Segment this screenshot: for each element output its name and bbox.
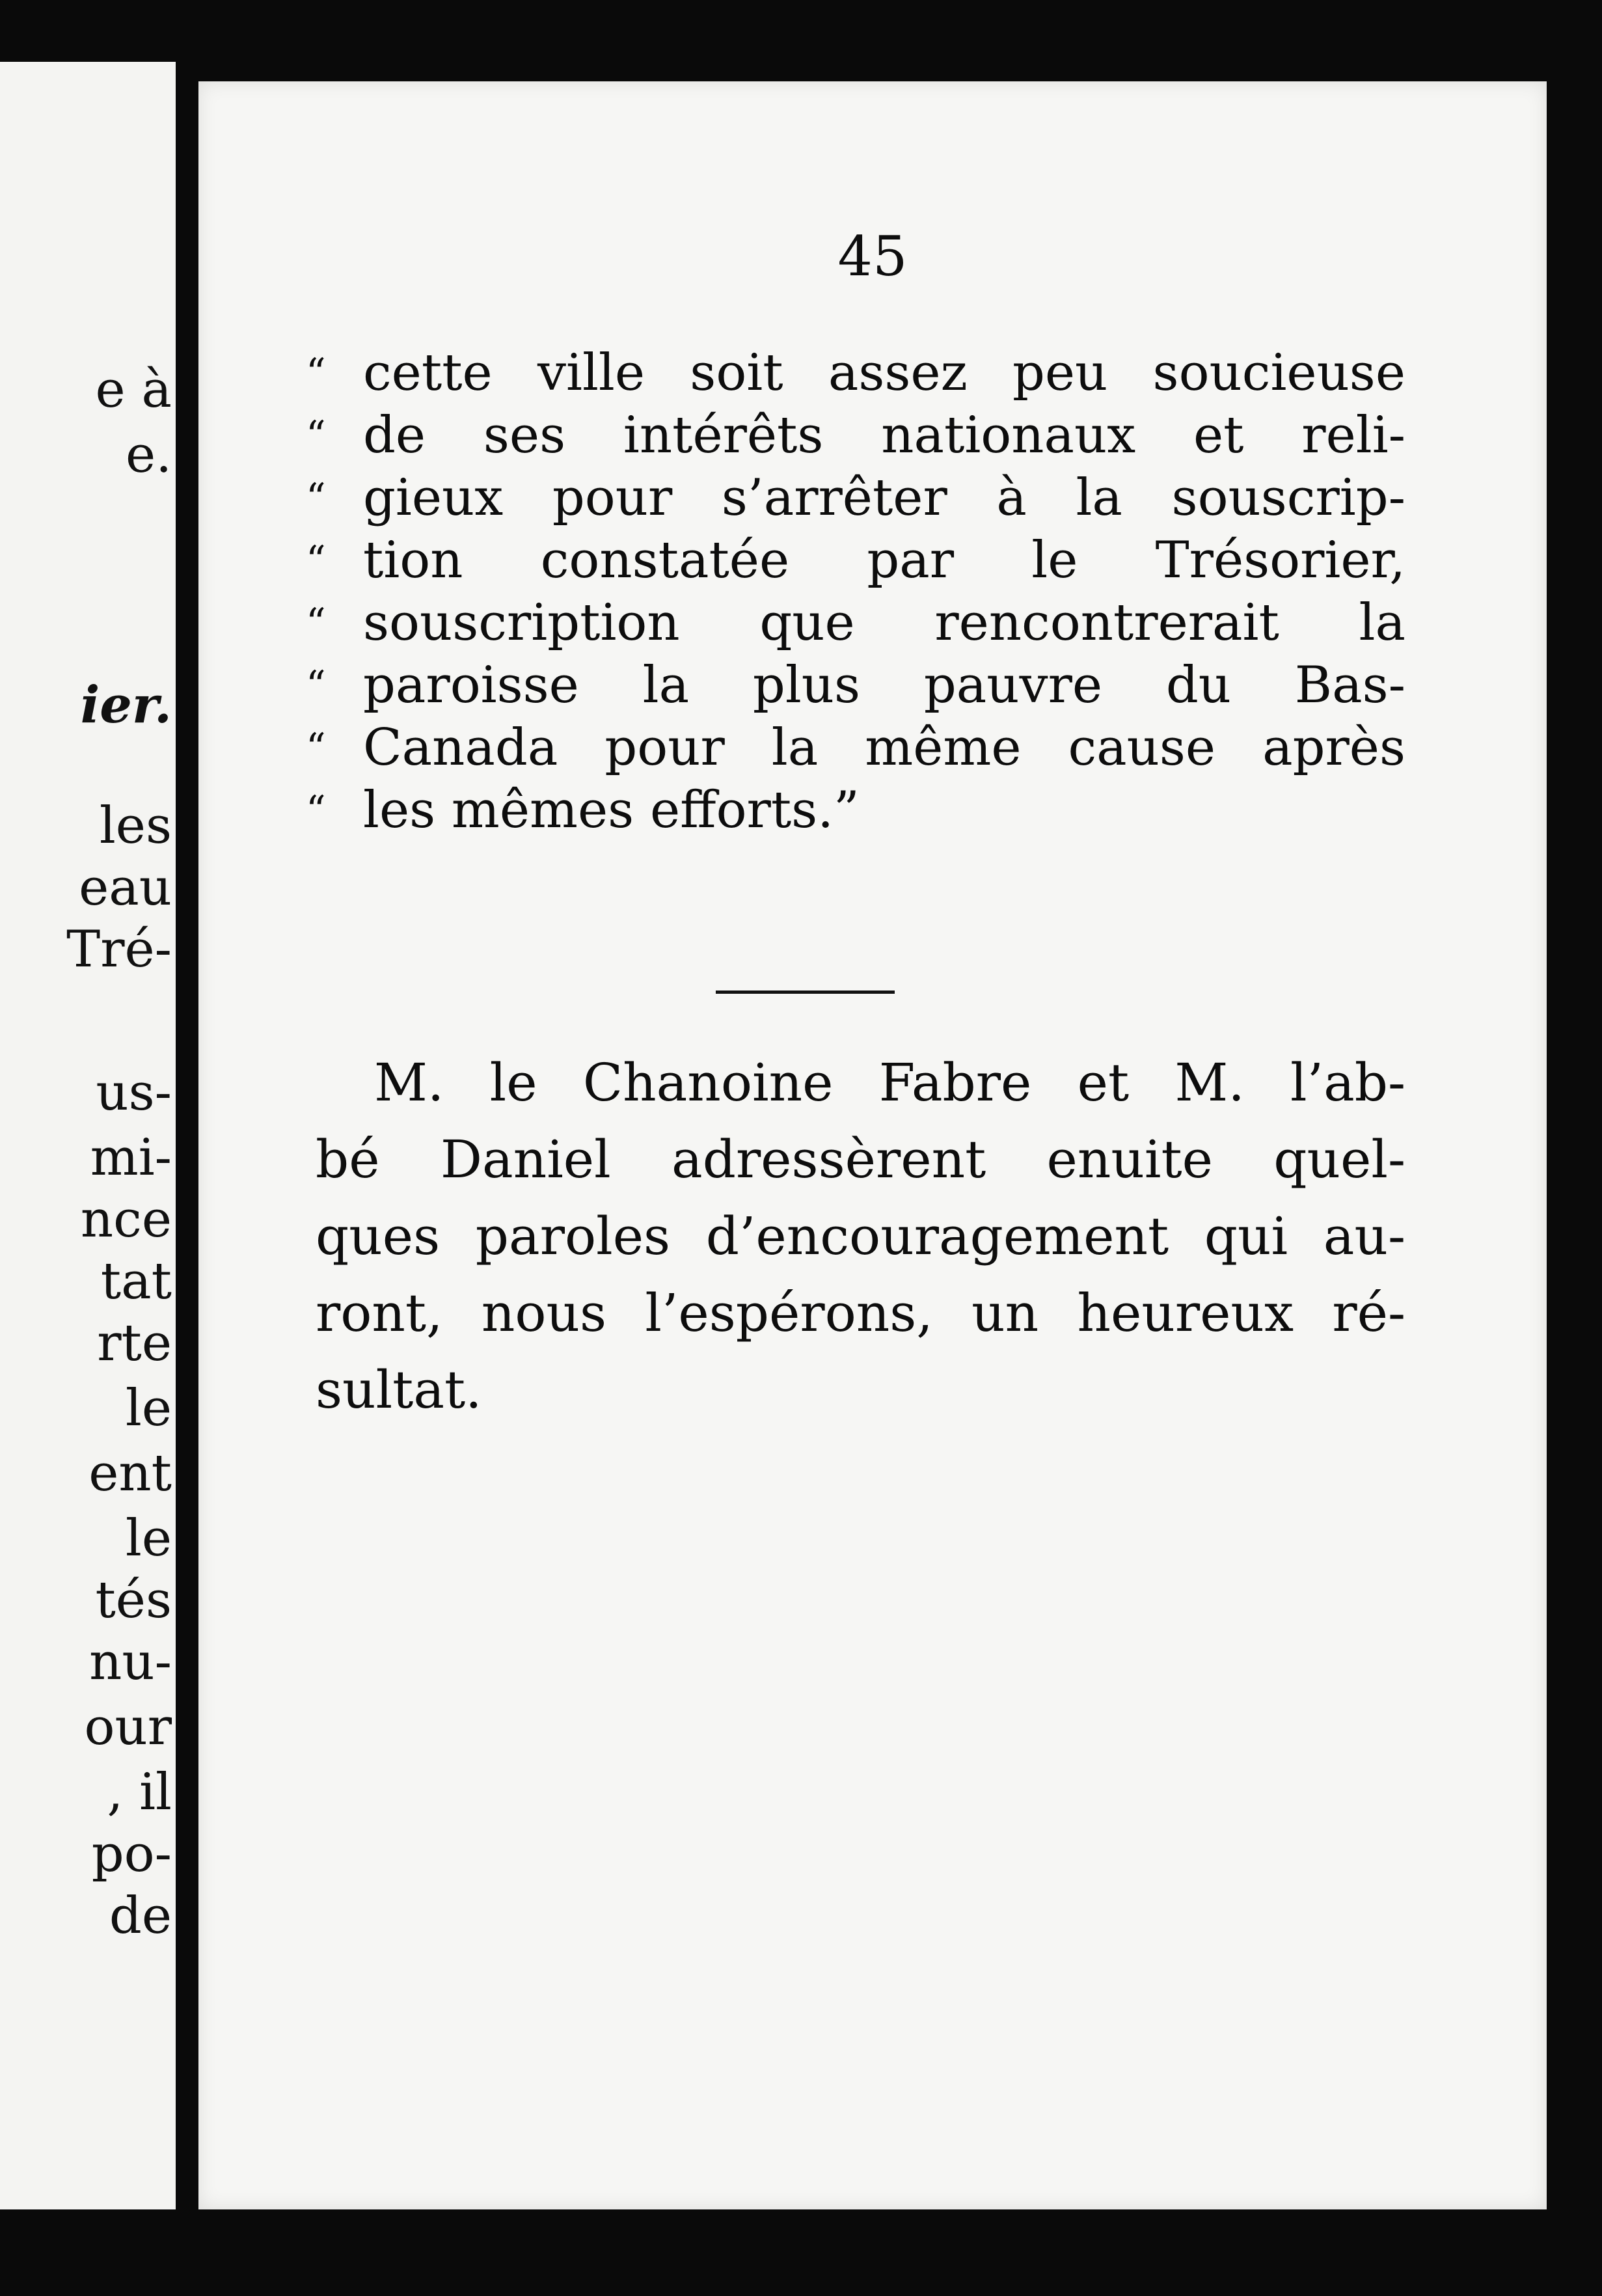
left-page-text-fragment: eau (79, 858, 172, 917)
left-page-text-fragment: ier. (80, 676, 172, 735)
quote-line-text: Canada pour la même cause après (363, 718, 1405, 777)
quote-line-text: cette ville soit assez peu soucieuse (363, 344, 1405, 402)
paragraph-line: ront, nous l’espérons, un heureux ré- (316, 1283, 1405, 1343)
left-page-text-fragment: tat (100, 1252, 172, 1311)
left-page-text-fragment: nu- (89, 1633, 172, 1691)
left-page-text-fragment: rte (97, 1314, 172, 1373)
left-page-text-fragment: Tré- (66, 920, 172, 979)
paragraph-line: sultat. (316, 1360, 482, 1420)
left-page-text-fragment: le (125, 1379, 172, 1438)
quote-line (306, 529, 1405, 592)
left-page-fragment (0, 62, 176, 2209)
quote-mark: “ (306, 663, 326, 708)
quote-mark: “ (306, 413, 326, 458)
left-page-text-fragment: , il (107, 1763, 172, 1822)
quote-line (306, 592, 1405, 654)
left-page-text-fragment: us- (96, 1063, 172, 1122)
left-page-text-fragment: tés (95, 1571, 172, 1630)
quote-line-text: de ses intérêts nationaux et reli- (363, 406, 1405, 465)
quote-mark: “ (306, 475, 326, 521)
quote-line-text: souscription que rencontrerait la (363, 594, 1405, 652)
quotation-block (306, 342, 1405, 841)
quote-mark: “ (306, 350, 326, 396)
quote-line-text: paroisse la plus pauvre du Bas- (363, 656, 1405, 715)
quote-mark: “ (306, 600, 326, 646)
section-divider (716, 991, 895, 994)
left-page-text-fragment: mi- (90, 1128, 172, 1187)
left-page-text-fragment: les (99, 797, 172, 855)
paragraph-line: M. le Chanoine Fabre et M. l’ab- (374, 1052, 1405, 1113)
quote-line (306, 404, 1405, 467)
quote-mark: “ (306, 725, 326, 771)
left-page-text-fragment: e à (95, 361, 172, 419)
left-page-text-fragment: le (125, 1509, 172, 1568)
book-gutter (176, 62, 202, 2209)
left-page-text-fragment: our (84, 1698, 172, 1756)
quote-line (306, 779, 1405, 841)
left-page-text-fragment: po- (91, 1825, 172, 1883)
left-page-text-fragment: nce (80, 1190, 172, 1249)
paragraph-line: bé Daniel adressèrent enuite quel- (316, 1129, 1405, 1190)
left-page-text-fragment: de (109, 1887, 172, 1945)
quote-line (306, 717, 1405, 779)
page-number: 45 (837, 225, 908, 288)
right-page (198, 81, 1547, 2209)
left-page-text-fragment: ent (88, 1444, 172, 1503)
paragraph-line: ques paroles d’encouragement qui au- (316, 1206, 1405, 1266)
quote-mark: “ (306, 538, 326, 583)
quote-line-text: les mêmes efforts.” (363, 781, 860, 840)
quote-line (306, 342, 1405, 404)
quote-line (306, 467, 1405, 529)
quote-line-text: gieux pour s’arrêter à la souscrip- (363, 469, 1405, 527)
left-page-text-fragment: e. (126, 426, 172, 484)
quote-line (306, 654, 1405, 717)
quote-mark: “ (306, 787, 326, 833)
quote-line-text: tion constatée par le Trésorier, (363, 531, 1405, 590)
body-paragraph (316, 1045, 1405, 1428)
